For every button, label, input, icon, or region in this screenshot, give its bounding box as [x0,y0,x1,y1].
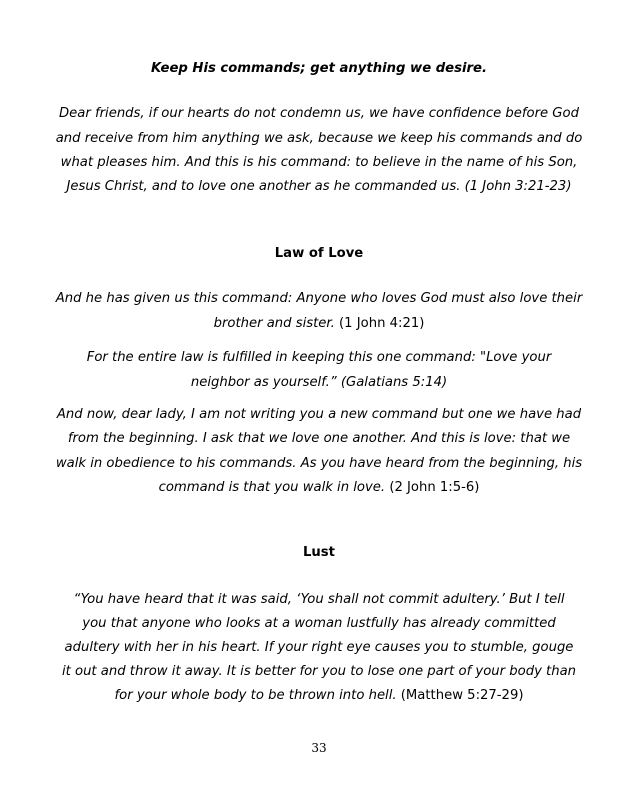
paragraph-5-reference: (Matthew 5:27-29) [396,688,524,703]
page-number: 33 [311,741,327,755]
paragraph-1-line-2: and receive from him anything we ask, because we keep his commands and do [55,131,583,146]
paragraph-1-line-4: Jesus Christ, and to love one another as he commanded us. (1 John 3:21-23) [66,179,572,194]
paragraph-4-reference: (2 John 1:5-6) [385,480,480,495]
paragraph-4-line-3: walk in obedience to his commands. As you have heard from the beginning, his [55,456,583,471]
paragraph-4-line-4 [0,480,638,496]
paragraph-5-line-4: it out and throw it away. It is better for you to lose one part of your body than [61,664,577,679]
paragraph-2-reference: (1 John 4:21) [334,316,425,331]
paragraph-5-text: for your whole body to be thrown into hell. [114,688,397,703]
paragraph-5-line-3: adultery with her in his heart. If your right eye causes you to stumble, gouge [64,640,574,655]
paragraph-4-text: command is that you walk in love. [158,480,386,495]
paragraph-1-line-3: what pleases him. And this is his command: to believe in the name of his Son, [60,155,578,170]
paragraph-4-line-2: from the beginning. I ask that we love one another. And this is love: that we [67,431,571,446]
paragraph-2-text: brother and sister. [213,316,335,331]
paragraph-1-line-1: Dear friends, if our hearts do not condemn us, we have confidence before God [59,106,579,121]
paragraph-5-line-1: “You have heard that it was said, ‘You shall not commit adultery.’ But I tell [73,592,565,607]
paragraph-2-line-2 [0,316,638,332]
heading-keep-his-commands: Keep His commands; get anything we desire. [151,61,487,76]
paragraph-5-line-2: you that anyone who looks at a woman lustfully has already committed [82,616,556,631]
heading-law-of-love: Law of Love [274,246,364,261]
paragraph-4-line-1: And now, dear lady, I am not writing you a new command but one we have had [56,407,582,422]
paragraph-2-line-1: And he has given us this command: Anyone who loves God must also love their [55,291,583,306]
paragraph-3-line-1: For the entire law is fulfilled in keeping this one command: "Love your [86,350,552,365]
paragraph-3-line-2: neighbor as yourself.” (Galatians 5:14) [190,375,448,390]
paragraph-5-line-5 [0,688,638,704]
heading-lust: Lust [303,545,335,560]
